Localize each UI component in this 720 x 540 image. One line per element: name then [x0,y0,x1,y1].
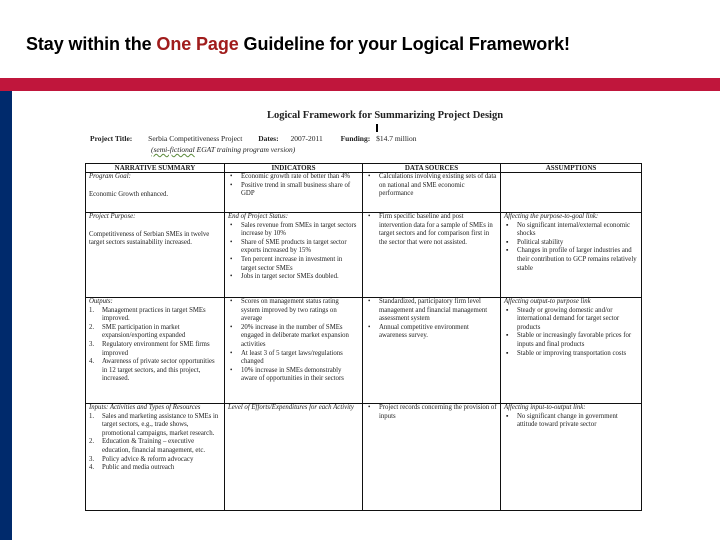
header-narrative: NARRATIVE SUMMARY [86,164,225,173]
list-item: • Share of SME products in target sector exports increased by 15% [228,239,359,256]
list-item: • Economic growth rate of better than 4% [228,173,359,182]
table-row-inputs [86,404,642,511]
outputs-narrative-cell [86,298,225,404]
title-text-end: Guideline for your Logical Framework! [238,34,570,54]
table-row-purpose [86,213,642,298]
dates-label: Dates: [258,134,279,143]
title-text: Stay within the [26,34,157,54]
list-item: ▪ Changes in profile of larger industries and their contribution to GCP remains relatively stable [504,247,638,273]
inputs-indicators-label: Level of Efforts/Expenditures for each Activity [228,404,354,411]
funding-value: $14.7 million [376,134,417,143]
list-item: • Annual competitive environment awareness survey. [366,324,497,341]
purpose-indicators-cell [225,213,363,298]
list-item: 3. Regulatory environment for SME firms improved [89,340,210,357]
list-item: • Standardized, participatory firm level management and financial management assessment system [366,298,497,324]
list-item: ▪ Political stability [504,239,638,248]
purpose-data-sources-cell [363,213,501,298]
header-indicators: INDICATORS [225,164,363,173]
purpose-indicators-label: End of Project Status: [228,213,288,220]
logframe-document [85,105,641,472]
inputs-indicators-cell [225,404,363,511]
goal-data-sources-cell [363,173,501,213]
blue-side-bar [0,91,12,540]
subtitle-text: EGAT training program version) [194,145,296,154]
table-header-row [86,164,642,173]
slide-title [26,34,570,55]
list-item: • Positive trend in small business share of GDP [228,182,359,199]
project-subtitle [151,145,295,154]
list-item: • Firm specific baseline and post intervention data for a sample of SMEs in target sectors and for comparison first in the sector that were not assisted. [366,213,497,247]
list-item: 1. Management practices in target SMEs improved. [89,306,206,323]
list-item: • Ten percent increase in investment in target sector SMEs [228,256,359,273]
goal-indicators-cell [225,173,363,213]
table-row-goal [86,173,642,213]
table-row-outputs [86,298,642,404]
logframe-table [85,163,642,511]
inputs-assumptions-cell [501,404,642,511]
project-meta [90,134,417,143]
list-item: • At least 3 of 5 target laws/regulations changed [228,350,359,367]
list-item: • Calculations involving existing sets of data on national and SME economic performance [366,173,497,199]
dates-value: 2007-2011 [290,134,323,143]
outputs-label: Outputs: [89,298,113,305]
purpose-label: Project Purpose: [89,213,136,220]
goal-text: Economic Growth enhanced. [89,190,169,198]
project-title-label: Project Title: [90,134,133,143]
inputs-data-sources-cell [363,404,501,511]
inputs-label: Inputs: Activities and Types of Resources [89,404,201,411]
purpose-assumptions-label: Affecting the purpose-to-goal link: [504,213,599,220]
list-item: • Project records concerning the provision of inputs [366,404,497,421]
list-item: • 10% increase in SMEs demonstrably aware of opportunities in their sectors [228,367,359,384]
project-title-value: Serbia Competitiveness Project [148,134,243,143]
red-divider-bar [0,78,720,91]
list-item: • Jobs in target sector SMEs doubled. [228,273,359,282]
goal-narrative-cell [86,173,225,213]
inputs-assumptions-label: Affecting input-to-output link: [504,404,586,411]
list-item: 3. Policy advice & reform advocacy [89,455,194,463]
list-item: 4. Awareness of private sector opportunities in 12 target sectors, and this project, increased. [89,358,215,383]
list-item: ▪ Steady or growing domestic and/or international demand for target sector products [504,307,638,333]
outputs-assumptions-cell [501,298,642,404]
document-title: Logical Framework for Summarizing Project Design [266,110,504,121]
outputs-data-sources-cell [363,298,501,404]
goal-label: Program Goal: [89,173,131,180]
header-assumptions: ASSUMPTIONS [501,164,642,173]
list-item: • Sales revenue from SMEs in target sectors increase by 10% [228,222,359,239]
list-item: • Scores on management status rating system improved by two ratings on average [228,298,359,324]
funding-label: Funding: [340,134,371,143]
list-item: 1. Sales and marketing assistance to SMEs in target sectors, e.g., trade shows, promotional campaigns, market research. [89,412,219,437]
list-item: ▪ Stable or increasingly favorable prices for inputs and final products [504,332,638,349]
list-item: ▪ Stable or improving transportation costs [504,350,638,359]
purpose-text: Competitiveness of Serbian SMEs in twelve target sectors sustainability increased. [89,230,210,247]
list-item: ▪ No significant change in government attitude toward private sector [504,413,638,430]
outputs-assumptions-label: Affecting output-to purpose link [504,298,591,305]
purpose-assumptions-cell [501,213,642,298]
list-item: ▪ No significant internal/external economic shocks [504,222,638,239]
header-data-sources: DATA SOURCES [363,164,501,173]
outputs-indicators-cell [225,298,363,404]
subtitle-flagged-word: (semi-fictional [151,145,195,154]
inputs-narrative-cell [86,404,225,511]
purpose-narrative-cell [86,213,225,298]
text-cursor [376,124,378,132]
list-item: 2. Education & Training – executive education, financial management, etc. [89,438,206,454]
list-item: 2. SME participation in market expansion/exporting expanded [89,323,186,340]
list-item: • 20% increase in the number of SMEs engaged in deliberate market expansion activities [228,324,359,350]
goal-assumptions-cell [501,173,642,213]
list-item: 4. Public and media outreach [89,464,175,472]
title-accent-text: One Page [156,34,239,54]
